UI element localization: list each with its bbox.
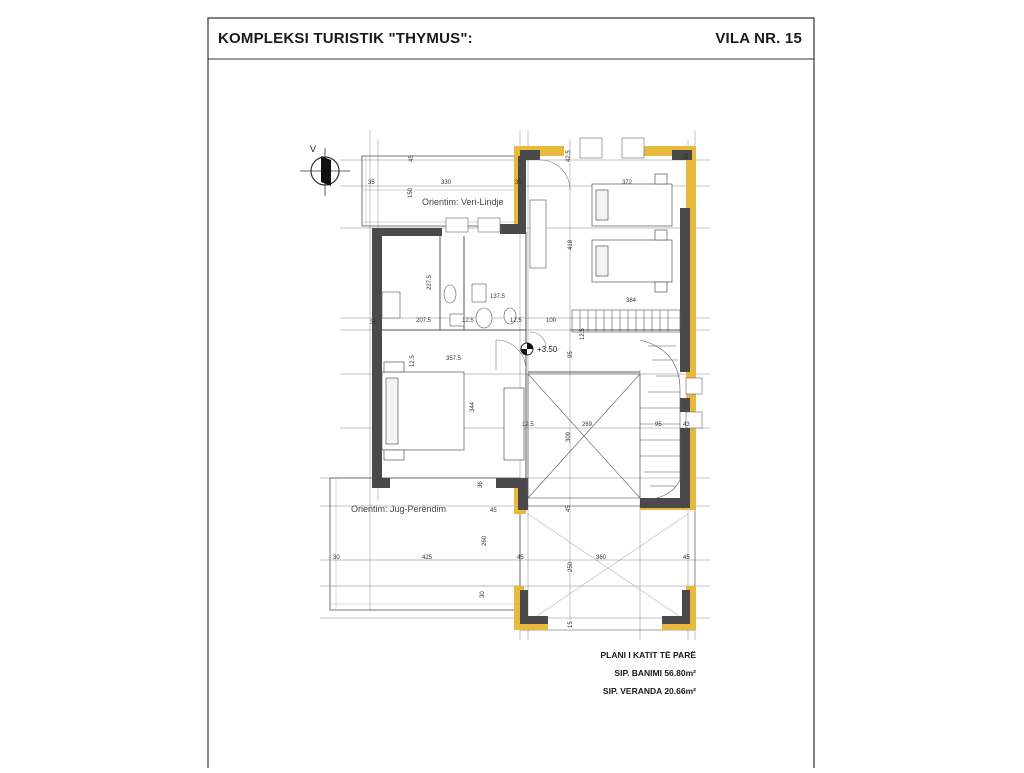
dim-label: 95: [655, 422, 662, 428]
orientation-top-label: Orientim: Veri-Lindje: [422, 197, 504, 207]
dim-label: 227.5: [427, 274, 433, 290]
dim-label: 137.5: [490, 294, 506, 300]
veranda-south: [520, 506, 695, 630]
veranda-area-caption: SIP. VERANDA 20.66m²: [602, 686, 696, 696]
dim-label: 30: [480, 591, 486, 598]
dim-label: 12.5: [522, 422, 534, 428]
dim-label: 45: [409, 155, 415, 162]
dim-label: 43: [684, 153, 690, 160]
beds-bedroom-top: [592, 174, 672, 292]
dim-label: 45: [683, 555, 690, 561]
terrace-northeast: [362, 156, 518, 226]
dim-label: 309: [566, 431, 572, 442]
dim-label: 384: [626, 298, 637, 304]
dim-label: 36: [478, 481, 484, 488]
dim-label: 207.5: [416, 318, 432, 324]
dim-label: 95: [568, 351, 574, 358]
dim-label: 150: [408, 187, 414, 198]
dim-label: 418: [568, 239, 574, 250]
terrace-southwest: [330, 478, 520, 610]
dim-label: 12.5: [410, 355, 416, 367]
orientation-bottom-label: Orientim: Jug-Perëndim: [351, 504, 447, 514]
dim-label: 360: [596, 555, 607, 561]
dim-label: 12.5: [510, 318, 522, 324]
dim-label: 38: [370, 320, 377, 326]
dim-label: 260: [482, 535, 488, 546]
elevation-label: +3.50: [537, 345, 558, 354]
level-marker: [521, 343, 558, 355]
dim-label: 45: [566, 505, 572, 512]
dim-label: 330: [441, 180, 452, 186]
dim-label: 100: [546, 318, 557, 324]
dim-label: 45: [490, 508, 497, 514]
dim-label: 12.5: [462, 318, 474, 324]
north-arrow-label: V: [310, 144, 317, 154]
living-area-caption: SIP. BANIMI 56.80m²: [614, 668, 696, 678]
dim-label: 43: [683, 422, 690, 428]
plan-title-caption: PLANI I KATIT TË PARË: [600, 650, 696, 660]
dim-label: 12.5: [580, 328, 586, 340]
dim-label: 35: [368, 180, 375, 186]
bed-bedroom-bottom: [382, 362, 524, 460]
north-arrow: [300, 144, 350, 196]
dim-label: 425: [422, 555, 433, 561]
dim-label: 15: [568, 621, 574, 628]
project-title: KOMPLEKSI TURISTIK "THYMUS":: [218, 30, 473, 47]
dim-label: 45: [517, 555, 524, 561]
dim-label: 372: [622, 180, 633, 186]
staircase: [528, 310, 680, 500]
dim-label: 42.5: [566, 150, 572, 162]
dim-label: 344: [470, 401, 476, 412]
dim-label: 250: [568, 561, 574, 572]
villa-number: VILA NR. 15: [715, 30, 802, 47]
dim-label: 269: [582, 422, 593, 428]
dim-label: 357.5: [446, 356, 462, 362]
dim-label: 35: [515, 180, 522, 186]
dim-label: 30: [333, 555, 340, 561]
